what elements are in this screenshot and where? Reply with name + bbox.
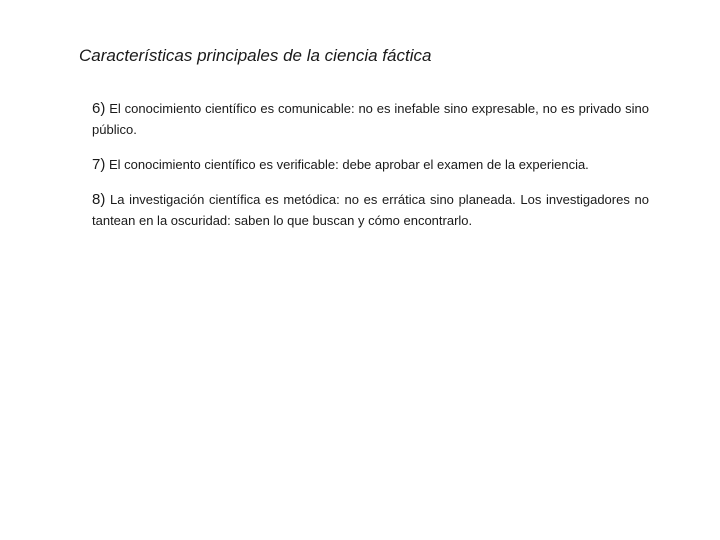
item-number: 6) [92,100,106,117]
list-item [92,189,649,231]
list-item [92,98,649,140]
item-text: El conocimiento científico es comunicable: no es inefable sino expresable, no es privado sino público. [92,101,649,137]
item-text: El conocimiento científico es verificable: debe aprobar el examen de la experiencia. [108,157,589,172]
item-text: La investigación científica es metódica: no es errática sino planeada. Los investigadores no tantean en la oscuridad: saben lo que buscan y cómo encontrarlo. [92,192,649,228]
item-number: 7) [92,156,106,173]
characteristics-list [92,98,649,245]
list-item [92,154,649,175]
item-number: 8) [92,191,106,208]
slide-title: Características principales de la ciencia fáctica [79,46,432,65]
